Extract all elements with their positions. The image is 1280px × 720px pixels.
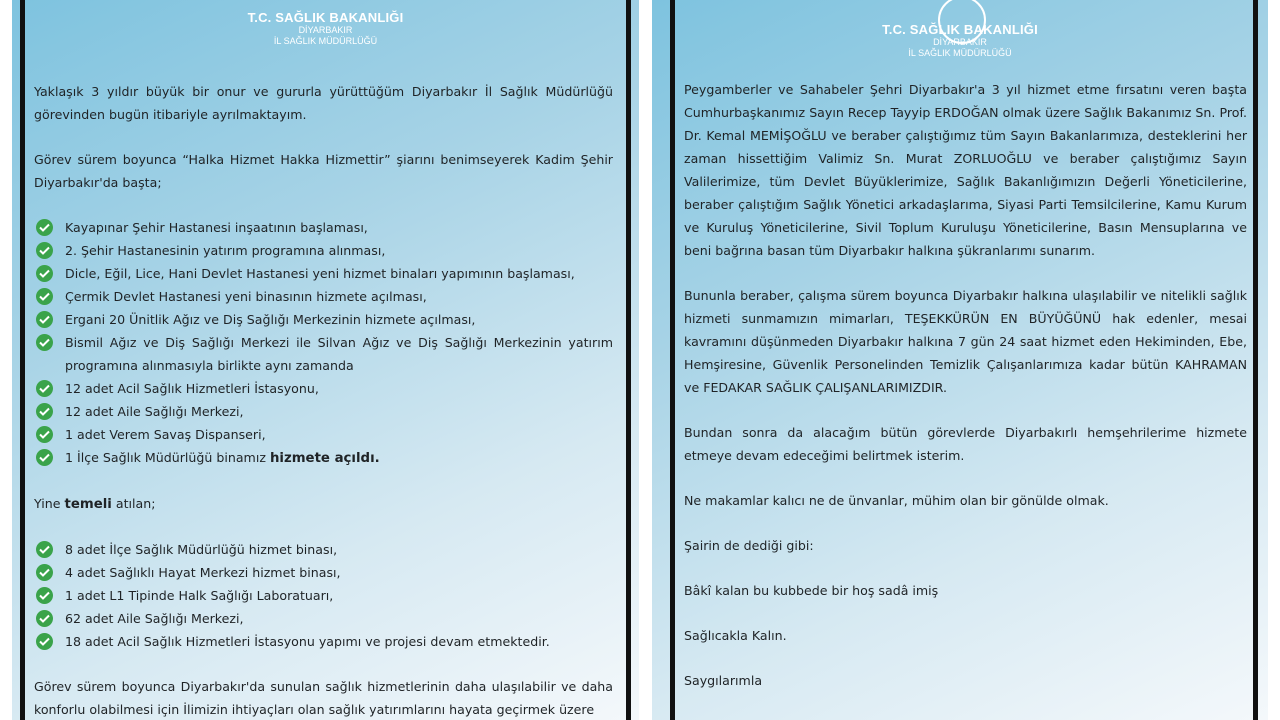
- page-border-left: [20, 0, 25, 720]
- letter-body: [34, 80, 613, 720]
- list-item: 1 İlçe Sağlık Müdürlüğü binamız hizmete açıldı.: [34, 446, 613, 470]
- paragraph-staff: Bununla beraber, çalışma sürem boyunca Diyarbakır halkına ulaşılabilir ve nitelikli sağlık hizmeti sunmamızın mimarları, TEŞEKKÜRÜN EN BÜYÜĞÜNÜ hak edenler, mesai kavramını düşünmeden Diyarbakır halkına 7 gün 24 saat hizmet eden Hekiminden, Ebe, Hemşiresine, Güvenlik Personelinden Temizlik Çalışanlarımıza kadar bütün KAHRAMAN ve FEDAKAR SAĞLIK ÇALIŞANLARIMIZDIR.: [684, 288, 1247, 395]
- ongoing-projects-list: [34, 538, 613, 653]
- page-border-right: [626, 0, 631, 720]
- directorate-name: İL SAĞLIK MÜDÜRLÜĞÜ: [273, 36, 378, 46]
- list-item: 12 adet Aile Sağlığı Merkezi,: [34, 400, 613, 423]
- list-item: 8 adet İlçe Sağlık Müdürlüğü hizmet binası,: [34, 538, 613, 561]
- check-circle-icon: [36, 265, 53, 282]
- list-item: 2. Şehir Hastanesinin yatırım programına alınması,: [34, 239, 613, 262]
- check-circle-icon: [36, 587, 53, 604]
- paragraph-signoff: Saygılarımla: [684, 673, 763, 688]
- list-item: Çermik Devlet Hastanesi yeni binasının hizmete açılması,: [34, 285, 613, 308]
- page-header: [652, 22, 1268, 59]
- check-circle-icon: [36, 219, 53, 236]
- check-circle-icon: [36, 449, 53, 466]
- check-circle-icon: [36, 403, 53, 420]
- list-item: Bismil Ağız ve Diş Sağlığı Merkezi ile Silvan Ağız ve Diş Sağlığı Merkezinin yatırım programına alınmasıyla birlikte aynı zamanda: [34, 331, 613, 377]
- list-item: 4 adet Sağlıklı Hayat Merkezi hizmet binası,: [34, 561, 613, 584]
- paragraph-thanks: Peygamberler ve Sahabeler Şehri Diyarbakır'a 3 yıl hizmet etme fırsatını veren başta Cumhurbaşkanımız Sayın Recep Tayyip ERDOĞAN olmak üzere Sağlık Bakanımız Sn. Prof. Dr. Kemal MEMİŞOĞLU ve beraber çalıştığımız tüm Sayın Bakanlarımıza, desteklerini her zaman hissettiğim Valimiz Sn. Murat ZORLUOĞLU ve beraber çalıştığımız Sayın Valilerimize, tüm Devlet Büyüklerimize, Sağlık Bakanlığımızın Değerli Yöneticilerine, beraber çalıştığım Sağlık Yönetici arkadaşlarıma, Siyasi Parti Temsilcilerine, Kamu Kurum ve Kuruluş Yöneticilerine, Sivil Toplum Kuruluşu Yöneticilerine, Basın Mensuplarına ve beni bağrına basan tüm Diyarbakır halkına şükranlarımı sunarım.: [684, 82, 1247, 258]
- letter-body: [684, 78, 1247, 692]
- check-circle-icon: [36, 541, 53, 558]
- check-circle-icon: [36, 564, 53, 581]
- letter-page-right: [652, 0, 1268, 720]
- list-item: 62 adet Aile Sağlığı Merkezi,: [34, 607, 613, 630]
- list-item: 12 adet Acil Sağlık Hizmetleri İstasyonu,: [34, 377, 613, 400]
- city-name: DİYARBAKIR: [933, 37, 987, 47]
- directorate-name: İL SAĞLIK MÜDÜRLÜĞÜ: [908, 48, 1012, 58]
- list-item: 1 adet Verem Savaş Dispanseri,: [34, 423, 613, 446]
- paragraph-poet: Şairin de dediği gibi:: [684, 538, 814, 553]
- paragraph-mission: Görev sürem boyunca “Halka Hizmet Hakka Hizmettir” şiarını benimseyerek Kadim Şehir Diyarbakır'da başta;: [34, 152, 613, 190]
- paragraph-verse: Bâkî kalan bu kubbede bir hoş sadâ imiş: [684, 583, 939, 598]
- paragraph-intro: Yaklaşık 3 yıldır büyük bir onur ve gururla yürüttüğüm Diyarbakır İl Sağlık Müdürlüğü görevinden bugün itibariyle ayrılmaktayım.: [34, 84, 613, 122]
- ministry-title: T.C. SAĞLIK BAKANLIĞI: [247, 10, 404, 25]
- page-border-right: [1253, 0, 1258, 720]
- list-item: Ergani 20 Ünitlik Ağız ve Diş Sağlığı Merkezinin hizmete açılması,: [34, 308, 613, 331]
- check-circle-icon: [36, 311, 53, 328]
- check-circle-icon: [36, 288, 53, 305]
- page-header: [12, 10, 639, 47]
- heading-foundation: Yine temeli atılan;: [34, 496, 156, 512]
- letter-page-left: [12, 0, 639, 720]
- list-item: Kayapınar Şehir Hastanesi inşaatının başlaması,: [34, 216, 613, 239]
- completed-projects-list: [34, 216, 613, 470]
- list-item: Dicle, Eğil, Lice, Hani Devlet Hastanesi yeni hizmet binaları yapımının başlaması,: [34, 262, 613, 285]
- check-circle-icon: [36, 334, 53, 351]
- paragraph-future: Bundan sonra da alacağım bütün görevlerde Diyarbakırlı hemşehrilerime hizmete etmeye devam edeceğimi belirtmek isterim.: [684, 425, 1247, 463]
- emphasis-text: hizmete açıldı.: [269, 451, 380, 466]
- check-circle-icon: [36, 426, 53, 443]
- check-circle-icon: [36, 380, 53, 397]
- paragraph-farewell: Sağlıcakla Kalın.: [684, 628, 787, 643]
- page-border-left: [670, 0, 675, 720]
- check-circle-icon: [36, 633, 53, 650]
- check-circle-icon: [36, 610, 53, 627]
- check-circle-icon: [36, 242, 53, 259]
- paragraph-closing: Görev sürem boyunca Diyarbakır'da sunulan sağlık hizmetlerinin daha ulaşılabilir ve daha konforlu olabilmesi için İlimizin ihtiyaçları olan sağlık yatırımlarını hayata geçirmek üzere: [34, 679, 613, 717]
- city-name: DİYARBAKIR: [298, 25, 353, 35]
- paragraph-quote-intro: Ne makamlar kalıcı ne de ünvanlar, mühim olan bir gönülde olmak.: [684, 493, 1109, 508]
- list-item: 18 adet Acil Sağlık Hizmetleri İstasyonu yapımı ve projesi devam etmektedir.: [34, 630, 613, 653]
- list-item: 1 adet L1 Tipinde Halk Sağlığı Laboratuarı,: [34, 584, 613, 607]
- ministry-title: T.C. SAĞLIK BAKANLIĞI: [882, 22, 1038, 37]
